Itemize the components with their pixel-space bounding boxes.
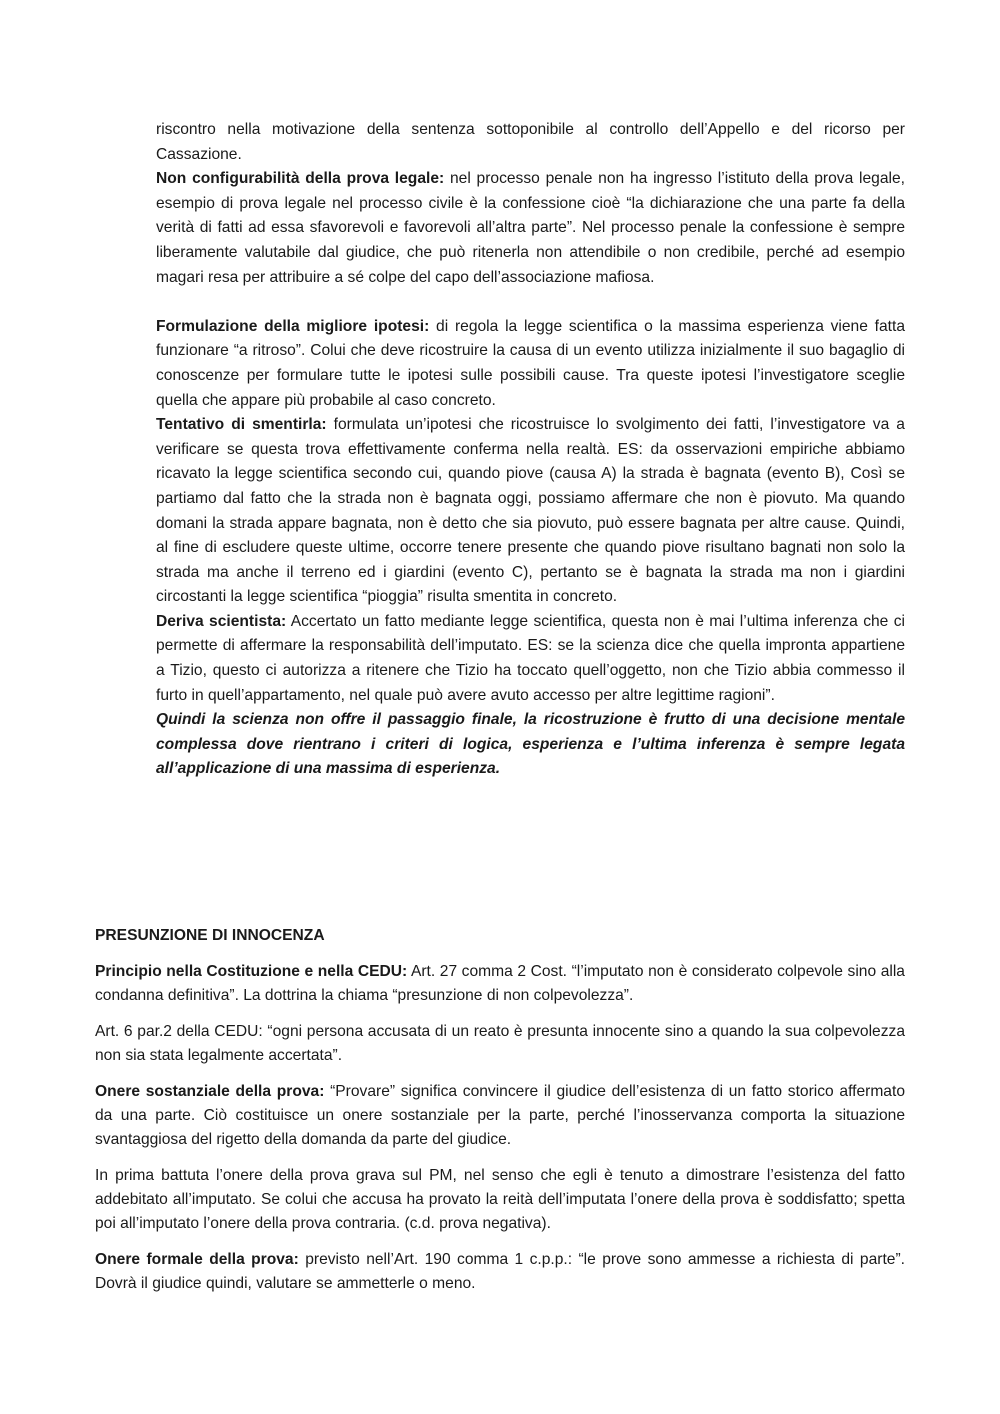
bold-lead: Onere formale della prova: [95,1251,299,1268]
paragraph-deriva-scientista: Deriva scientista: Accertato un fatto mediante legge scientifica, questa non è mai l’ultima inferenza che ci permette di affermare la responsabilità dell’imputato. ES: se la scienza dice che quella impronta appartiene a Tizio, questo ci autorizza a ritenere che Tizio ha toccato quell’oggetto, non che Tizio abbia commesso il furto in quell’appartamento, nel quale può avere avuto accesso per altre legittime ragioni”. [156,612,905,704]
section-presunzione [95,924,905,1308]
paragraph-onere-sostanziale: Onere sostanziale della prova: “Provare” significa convincere il giudice dell’esistenza di un fatto storico affermato da una parte. Ciò costituisce un onere sostanziale per la parte, perché l’inosservanza comporta la situazione svantaggiosa del rigetto della domanda da parte del giudice. [95,1083,905,1148]
paragraph-conclusion: Quindi la scienza non offre il passaggio finale, la ricostruzione è frutto di una decisione mentale complessa dove rientrano i criteri di logica, esperienza e l’ultima inferenza è sempre legata all’applicazione di una massima di esperienza. [156,711,905,778]
paragraph-smentirla: Tentativo di smentirla: formulata un’ipotesi che ricostruisce lo svolgimento dei fatti, l’investigatore va a verificare se questa trova effettivamente conferma nella realtà. ES: da osservazioni empiriche abbiamo ricavato la legge scientifica secondo cui, quando piove (causa A) la strada è bagnata (evento B), Così se partiamo dal fatto che la strada non è bagnata oggi, possiamo affermare che non è piovuto. Ma quando domani la strada appare bagnata, non è detto che sia piovuto, può essere bagnata per altre cause. Quindi, al fine di escludere queste ultime, occorre tenere presente che quando piove risultano bagnati non solo la strada ma anche il terreno ed i giardini (evento C), pertanto se è bagnata la strada ma non i giardini circostanti la legge scientifica “pioggia” risulta smentita in concreto. [156,416,905,606]
bold-lead: Onere sostanziale della prova: [95,1083,325,1100]
paragraph-migliore-ipotesi: Formulazione della migliore ipotesi: di regola la legge scientifica o la massima esperienza viene fatta funzionare “a ritroso”. Colui che deve ricostruire la causa di un evento utilizza inizialmente il suo bagaglio di conoscenze per formulare tutte le ipotesi sulle possibili cause. Tra queste ipotesi l’investigatore sceglie quella che appare più probabile al caso concreto. [156,317,906,409]
bold-lead: Deriva scientista: [156,612,287,630]
paragraph-cedu: Art. 6 par.2 della CEDU: “ogni persona accusata di un reato è presunta innocente sino a quando la sua colpevolezza non sia stata legalmente accertata”. [95,1023,905,1064]
paragraph-principio: Principio nella Costituzione e nella CEDU: Art. 27 comma 2 Cost. “l’imputato non è considerato colpevole sino alla condanna definitiva”. La dottrina la chiama “presunzione di non colpevolezza”. [95,963,905,1004]
paragraph-continuation: riscontro nella motivazione della sentenza sottoponibile al controllo dell’Appello e del ricorso per Cassazione. [156,121,905,163]
section-heading: PRESUNZIONE DI INNOCENZA [95,927,325,944]
bold-lead: Formulazione della migliore ipotesi: [156,317,430,335]
paragraph-gap [156,290,905,315]
indented-text-block [156,118,905,782]
bold-lead: Non configurabilità della prova legale: [156,170,445,188]
bold-lead: Tentativo di smentirla: [156,416,327,434]
paragraph-prova-legale: Non configurabilità della prova legale: nel processo penale non ha ingresso l’istituto della prova legale, esempio di prova legale nel processo civile è la confessione cioè “la dichiarazione che una parte fa della verità di fatti ad essa sfavorevoli e favorevoli all’altra parte”. Nel processo penale la confessione è sempre liberamente valutabile dal giudice, che può ritenerla non attendibile o non credibile, perché ad esempio magari resa per attribuire a sé colpe del capo dell’associazione mafiosa. [156,170,905,286]
paragraph-onere-formale: Onere formale della prova: previsto nell’Art. 190 comma 1 c.p.p.: “le prove sono ammesse a richiesta di parte”. Dovrà il giudice quindi, valutare se ammetterle o meno. [95,1251,905,1292]
paragraph-prima-battuta: In prima battuta l’onere della prova grava sul PM, nel senso che egli è tenuto a dimostrare l’esistenza del fatto addebitato all’imputato. Se colui che accusa ha provato la reità dell’imputata l’onere della prova è soddisfatto; spetta poi all’imputato l’onere della prova contraria. (c.d. prova negativa). [95,1167,905,1232]
bold-lead: Principio nella Costituzione e nella CEDU: [95,963,408,980]
